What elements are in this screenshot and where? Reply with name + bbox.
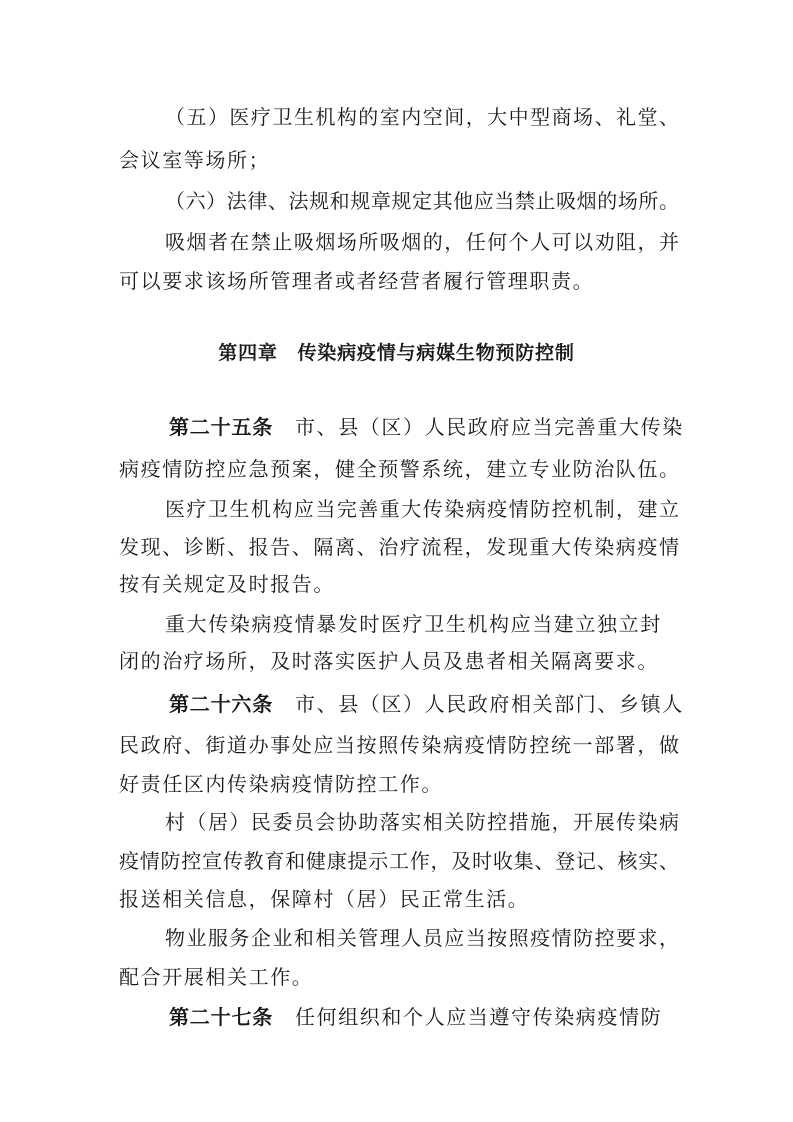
article-25-label: 第二十五条 [169,415,273,439]
article-26-line-1 [119,690,684,718]
paragraph-line: 重大传染病疫情暴发时医疗卫生机构应当建立独立封 [165,612,662,636]
paragraph-line: 物业服务企业和相关管理人员应当按照疫情防控要求， [165,926,679,950]
article-25-text: 市、县（区）人民政府应当完善重大传染 [295,415,684,439]
paragraph-line: 好责任区内传染病疫情防控工作。 [119,772,443,796]
article-26-text: 市、县（区）人民政府相关部门、乡镇人 [295,692,684,716]
article-27-line-1 [119,1003,679,1031]
paragraph-line: （六）法律、法规和规章规定其他应当禁止吸烟的场所。 [165,189,679,213]
paragraph-line: 疫情防控宣传教育和健康提示工作，及时收集、登记、核实、 [119,849,679,873]
paragraph-line: 病疫情防控应急预案，健全预警系统，建立专业防治队伍。 [119,457,679,481]
paragraph-line: 民政府、街道办事处应当按照传染病疫情防控统一部署，做 [119,733,679,757]
paragraph-line: 报送相关信息，保障村（居）民正常生活。 [119,887,530,911]
paragraph-line: 可以要求该场所管理者或者经营者履行管理职责。 [119,269,595,293]
article-27-text: 任何组织和个人应当遵守传染病疫情防 [295,1005,663,1029]
paragraph-line: 配合开展相关工作。 [119,965,314,989]
paragraph-line: 发现、诊断、报告、隔离、治疗流程，发现重大传染病疫情 [119,535,679,559]
article-26-label: 第二十六条 [169,692,273,716]
chapter-title: 第四章 传染病疫情与病媒生物预防控制 [218,342,575,364]
paragraph-line: 会议室等场所； [119,148,271,172]
article-27-label: 第二十七条 [169,1005,273,1029]
paragraph-line: 按有关规定及时报告。 [119,572,335,596]
paragraph-line: （五）医疗卫生机构的室内空间，大中型商场、礼堂、 [165,105,679,129]
paragraph-line: 吸烟者在禁止吸烟场所吸烟的，任何个人可以劝阻，并 [165,230,679,254]
article-25-line-1 [119,413,684,441]
paragraph-line: 村（居）民委员会协助落实相关防控措施，开展传染病 [165,810,679,834]
paragraph-line: 闭的治疗场所，及时落实医护人员及患者相关隔离要求。 [119,649,659,673]
paragraph-line: 医疗卫生机构应当完善重大传染病疫情防控机制，建立 [165,497,679,521]
